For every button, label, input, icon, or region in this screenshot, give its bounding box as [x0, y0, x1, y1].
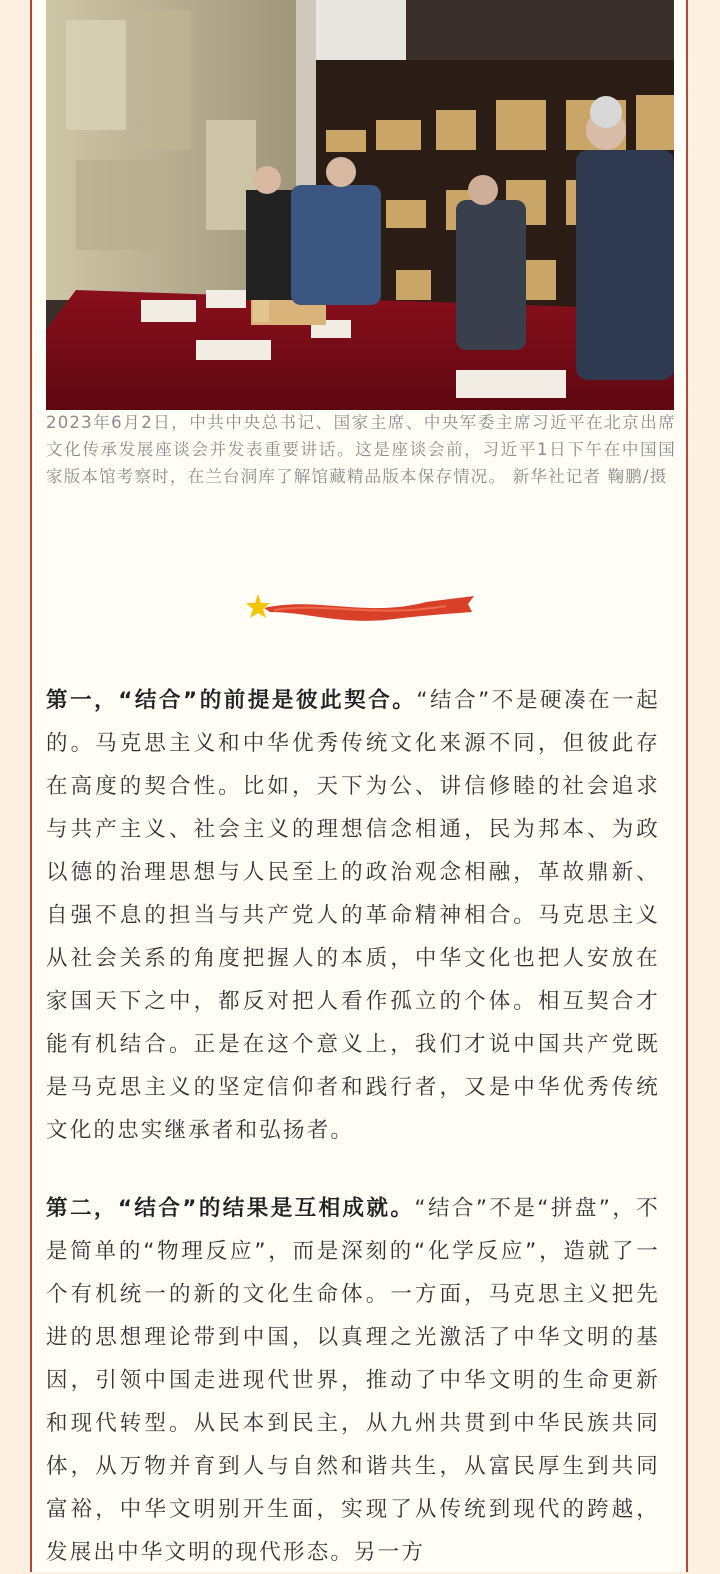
star-ribbon-icon [246, 590, 476, 630]
photo-illustration [46, 0, 674, 410]
news-photo [46, 0, 674, 410]
paragraph-body: “结合”不是“拼盘”，不是简单的“物理反应”，而是深刻的“化学反应”，造就了一个有机统一的新的文化生命体。一方面，马克思主义把先进的思想理论带到中国，以真理之光激活了中华文明的基因，引领中国走进现代世界，推动了中华文明的生命更新和现代转型。从民本到民主，从九州共贯到中华民族共同体，从万物并育到人与自然和谐共生，从富民厚生到共同富裕，中华文明别开生面，实现了从传统到现代的跨越，发展出中华文明的现代形态。另一方 [46, 1196, 660, 1565]
paragraph-body: “结合”不是硬凑在一起的。马克思主义和中华优秀传统文化来源不同，但彼此存在高度的契合性。比如，天下为公、讲信修睦的社会追求与共产主义、社会主义的理想信念相通，民为邦本、为政以德的治理思想与人民至上的政治观念相融，革故鼎新、自强不息的担当与共产党人的革命精神相合。马克思主义从社会关系的角度把握人的本质，中华文化也把人安放在家国天下之中，都反对把人看作孤立的个体。相互契合才能有机结合。正是在这个意义上，我们才说中国共产党既是马克思主义的坚定信仰者和践行者，又是中华优秀传统文化的忠实继承者和弘扬者。 [46, 688, 660, 1143]
article-paragraph-2 [46, 1187, 660, 1574]
paragraph-lead: 第二，“结合”的结果是互相成就。 [46, 1196, 415, 1221]
photo-caption: 2023年6月2日，中共中央总书记、国家主席、中央军委主席习近平在北京出席文化传承发展座谈会并发表重要讲话。这是座谈会前，习近平1日下午在中国国家版本馆考察时，在兰台洞库了解馆藏精品版本保存情况。 新华社记者 鞠鹏/摄 [46, 413, 676, 486]
article-frame [30, 0, 688, 1572]
article-paragraph-1 [46, 679, 660, 1152]
paragraph-lead: 第一，“结合”的前提是彼此契合。 [46, 688, 417, 713]
